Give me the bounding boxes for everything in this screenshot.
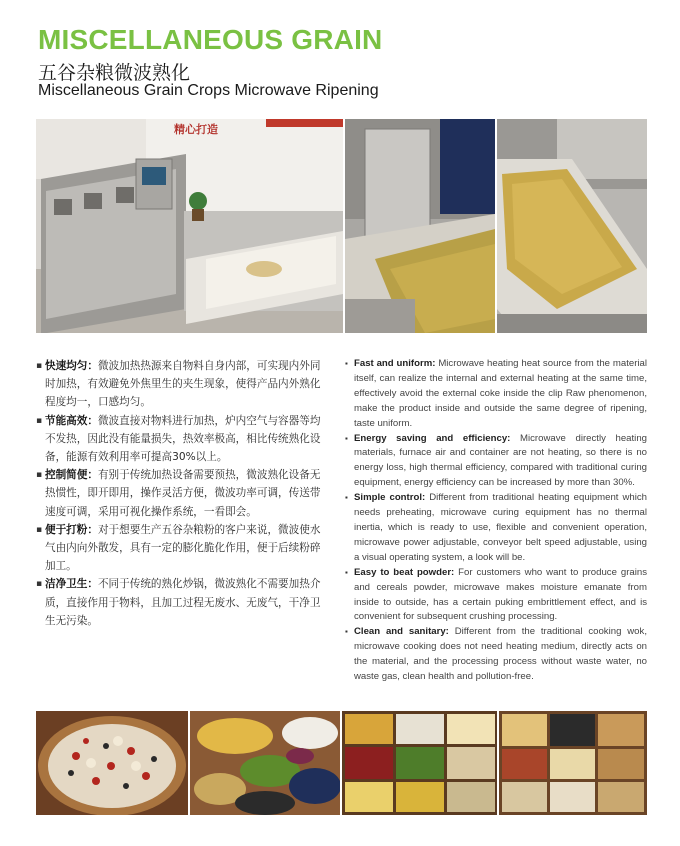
feature-cn-item <box>36 575 326 630</box>
page-subtitle: Miscellaneous Grain Crops Microwave Ripening <box>38 82 379 99</box>
feature-cn-label: 洁净卫生： <box>45 578 98 591</box>
feature-en-text: Microwave directly heating materials, furnace air and container are not heating, so there is no energy loss, high thermal efficiency, compared with traditional curing equipment, energy efficiency can be increased by more than 30%. <box>354 432 647 489</box>
feature-cn-label: 节能高效： <box>45 414 98 427</box>
feature-cn-label: 快速均匀： <box>45 360 98 372</box>
feature-cn-text: 微波加热热源来自物料自身内部，可实现内外同时加热，有效避免外焦里生的夹生现象，使得产品内外熟化程度均一，口感均匀。 <box>45 360 321 409</box>
grain-box-photo <box>342 711 497 815</box>
page-title: MISCELLANEOUS GRAIN <box>38 24 383 55</box>
feature-en-text: For customers who want to produce grains and cereals powder, microwave makes moisture emanate from inside to outside, has a certain puking embrittlement effect, and is convenient for subsequent crushing processing. <box>354 566 647 623</box>
features-english <box>345 357 647 685</box>
assorted-grain-photo <box>190 711 340 815</box>
feature-en-item <box>345 566 647 626</box>
feature-en-text: Different from traditional heating equipment which needs preheating, microwave curing equipment has no thermal inertia, which is ready to use, flexible and convenient operation, microwave power adjustable, conveyor belt speed adjustable, using a visual operating system, a look will be. <box>354 492 647 563</box>
feature-en-label: Easy to beat powder: <box>354 566 455 578</box>
feature-en-item <box>345 625 647 685</box>
feature-en-label: Clean and sanitary: <box>354 626 449 638</box>
feature-cn-item <box>36 521 326 576</box>
conveyor-grain-photo <box>345 119 495 333</box>
feature-cn-text: 微波直接对物料进行加热，炉内空气与容器等均不发热，因此没有能量损失，热效率极高，相比传统熟化设备，能源有效利用率可提高30%以上。 <box>45 414 321 464</box>
feature-en-item <box>345 432 647 492</box>
feature-en-item <box>345 491 647 566</box>
feature-cn-text: 对于想要生产五谷杂粮粉的客户来说，微波使水气由内向外散发，具有一定的膨化脆化作用，便于后续粉碎加工。 <box>45 523 321 573</box>
feature-cn-item <box>36 357 326 412</box>
feature-cn-text: 不同于传统的熟化炒锅，微波熟化不需要加热介质，直接作用于物料，且加工过程无废水、无废气，干净卫生无污染。 <box>45 578 321 627</box>
feature-en-label: Fast and uniform: <box>354 358 436 369</box>
feature-en-text: Microwave heating heat source from the material itself, can realize the internal and external heating at the same time, effectively avoid the external coke inside the clip Raw phenomenon, make the product inside and outside the same degree of ripening, taste uniform. <box>354 358 648 429</box>
feature-en-item <box>345 357 647 432</box>
features-chinese <box>36 357 326 630</box>
mixed-grain-bowl-photo <box>36 711 188 815</box>
microwave-ripening-machine-photo <box>36 119 343 333</box>
grain-tray-photo <box>499 711 647 815</box>
feature-en-label: Simple control: <box>354 492 426 504</box>
wall-banner-text: 精心打造 <box>174 123 218 136</box>
feature-cn-item <box>36 466 326 521</box>
feature-en-text: Different from the traditional cooking wok, microwave cooking does not need heating medium, directly acts on the material, and the processing process without waste water, no waste gas, clean health and pollution-free. <box>354 626 647 683</box>
feature-cn-label: 便于打粉： <box>45 523 98 536</box>
feature-cn-item <box>36 412 326 467</box>
conveyor-belt-grain-photo <box>497 119 647 333</box>
page-title-chinese: 五谷杂粮微波熟化 <box>38 62 191 84</box>
feature-en-label: Energy saving and efficiency: <box>354 432 511 444</box>
feature-cn-label: 控制简便： <box>45 469 98 482</box>
feature-cn-text: 有别于传统加热设备需要预热，微波熟化设备无热惯性，即开即用，操作灵活方便，微波功率可调，传送带速度可调，采用可视化操作系统，一看即会。 <box>45 469 321 518</box>
